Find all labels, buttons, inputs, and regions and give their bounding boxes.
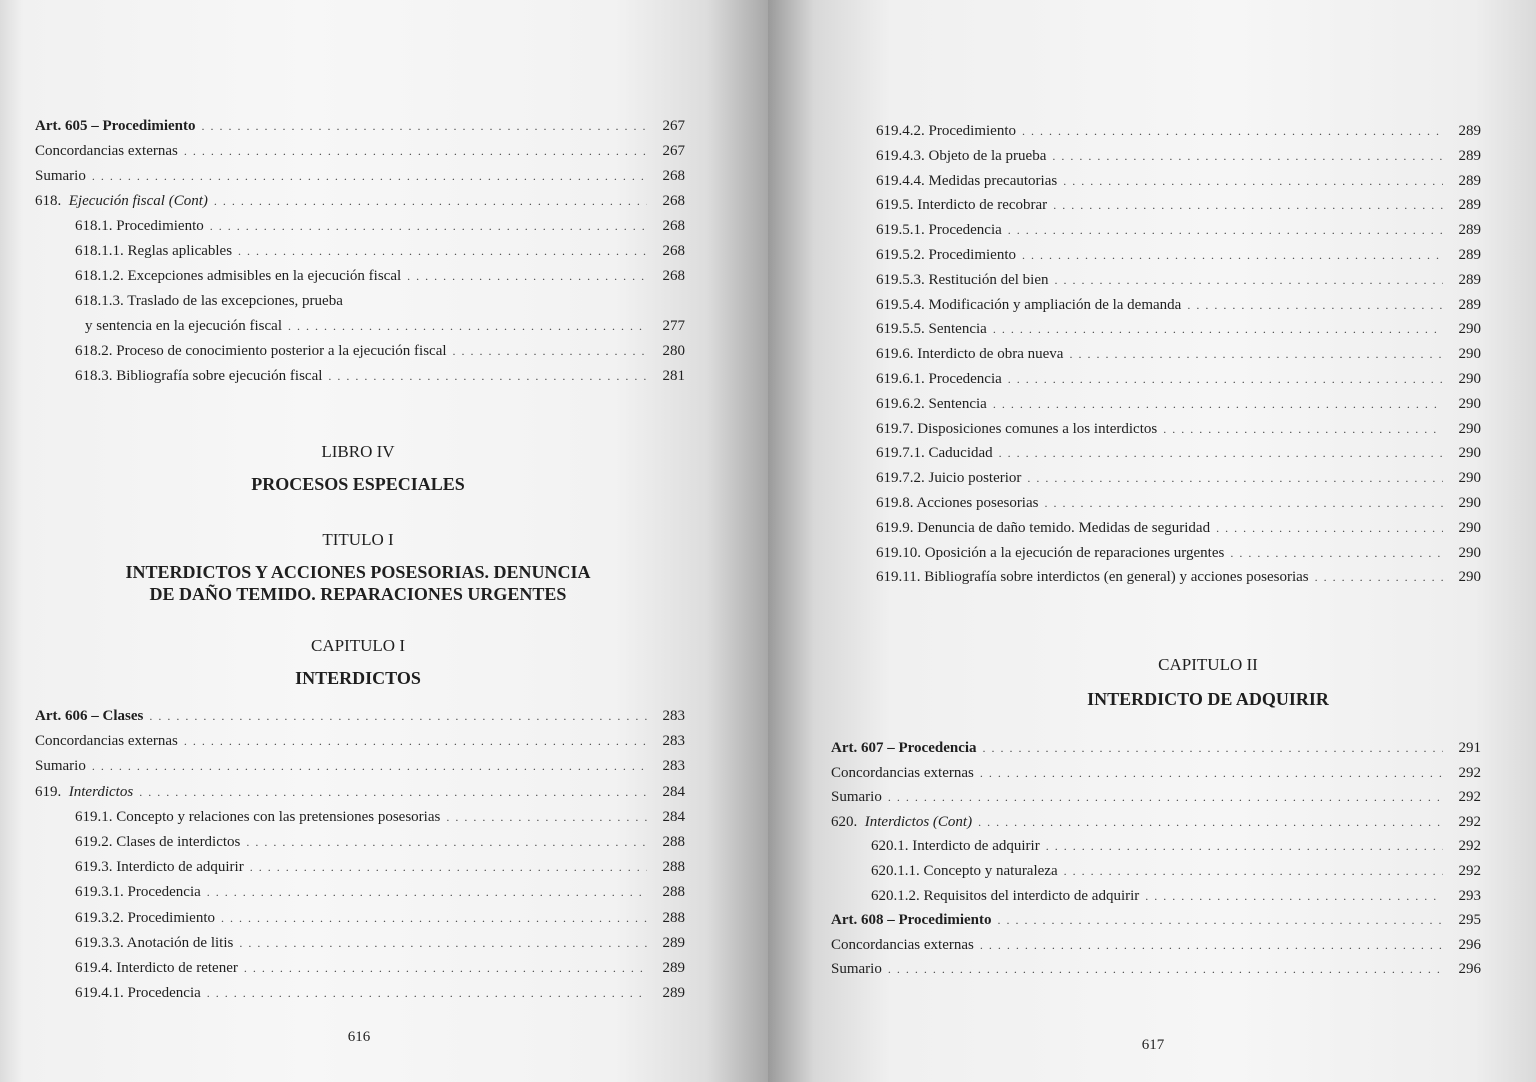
dot-leader <box>239 931 647 955</box>
toc-entry-page: 288 <box>662 859 685 876</box>
toc-entry-page: 289 <box>1458 197 1481 214</box>
dot-leader <box>246 830 647 854</box>
dot-leader <box>993 392 1443 416</box>
toc-entry <box>75 239 685 263</box>
toc-entry-page: 289 <box>662 985 685 1002</box>
toc-entry-label: Sumario <box>35 168 86 184</box>
toc-entry-number: 620. <box>831 813 865 830</box>
dot-leader <box>1063 169 1443 193</box>
dot-leader <box>888 785 1443 809</box>
toc-entry-title: Interdictos (Cont) <box>864 813 973 830</box>
toc-entry-label: 619.3.1. Procedencia <box>75 884 201 901</box>
toc-entry-label: 619.4.3. Objeto de la prueba <box>876 147 1047 164</box>
dot-leader <box>207 880 647 904</box>
dot-leader <box>1230 541 1443 565</box>
toc-entry-page: 283 <box>662 733 685 750</box>
toc-entry <box>35 164 685 188</box>
toc-entry-label: 618.1.2. Excepciones admisibles en la ejecución fiscal <box>75 268 402 284</box>
toc-entry <box>876 293 1481 317</box>
toc-entry <box>876 268 1481 292</box>
toc-entry <box>876 193 1481 217</box>
toc-entry <box>831 736 1481 760</box>
toc-entry-label: 619.4.2. Procedimiento <box>876 123 1016 139</box>
toc-entry-page: 284 <box>662 808 685 825</box>
toc-entry <box>831 908 1481 932</box>
toc-entry <box>876 342 1481 366</box>
toc-entry-page: 289 <box>1458 271 1481 288</box>
toc-entry <box>876 491 1481 515</box>
toc-entry <box>876 144 1481 168</box>
dot-leader <box>1044 491 1443 515</box>
toc-entry-label: 618.1. Procedimiento <box>75 218 204 234</box>
toc-entry <box>75 855 685 879</box>
toc-entry-page: 296 <box>1458 936 1481 953</box>
toc-entry <box>871 859 1481 883</box>
capitulo-title: INTERDICTOS <box>295 668 421 688</box>
toc-entry <box>75 956 685 980</box>
dot-leader <box>92 754 647 778</box>
libro-title: PROCESOS ESPECIALES <box>251 474 465 494</box>
toc-entry-page: 268 <box>662 243 685 259</box>
dot-leader <box>888 957 1443 981</box>
dot-leader <box>1046 834 1443 858</box>
toc-entry-page: 267 <box>662 118 685 134</box>
toc-entry <box>75 830 685 854</box>
dot-leader <box>993 317 1443 341</box>
toc-entry-page: 268 <box>662 193 685 209</box>
toc-entry-label: 619.5.2. Procedimiento <box>876 247 1016 263</box>
capitulo-heading: CAPITULO II <box>1158 655 1258 674</box>
toc-entry-label: Concordancias externas <box>35 143 178 159</box>
dot-leader <box>202 114 647 138</box>
dot-leader <box>214 189 647 213</box>
toc-entry-label <box>35 780 133 804</box>
dot-leader <box>998 908 1443 932</box>
toc-entry <box>876 367 1481 391</box>
toc-entry-label: 619.7.1. Caducidad <box>876 445 993 462</box>
toc-entry-label: 619.5.3. Restitución del bien <box>876 271 1049 288</box>
toc-entry <box>35 704 685 728</box>
toc-entry-page: 290 <box>1458 569 1481 586</box>
toc-entry-page: 289 <box>1458 296 1481 313</box>
toc-entry <box>35 114 685 138</box>
toc-entry-label: 619.4.4. Medidas precautorias <box>876 172 1058 189</box>
toc-entry-page: 289 <box>1458 147 1481 164</box>
dot-leader <box>210 214 647 238</box>
toc-entry-page: 289 <box>662 960 685 976</box>
toc-entry-label: 619.3. Interdicto de adquirir <box>75 859 244 876</box>
toc-entry <box>75 264 685 288</box>
toc-entry-page: 292 <box>1458 863 1481 879</box>
dot-leader <box>328 364 647 388</box>
toc-entry-label: Art. 605 – Procedimiento <box>35 118 196 134</box>
toc-entry-label: 618.1.3. Traslado de las excepciones, prueba <box>75 293 343 309</box>
toc-entry-page: 292 <box>1458 764 1481 781</box>
toc-entry <box>876 392 1481 416</box>
toc-entry <box>85 314 685 338</box>
dot-leader <box>1053 193 1443 217</box>
libro-heading: LIBRO IV <box>321 442 395 461</box>
toc-entry-page: 277 <box>662 318 685 334</box>
toc-entry-label: 619.5.1. Procedencia <box>876 222 1002 239</box>
toc-entry-number: 618. <box>35 193 69 209</box>
dot-leader <box>149 704 647 728</box>
toc-entry-label: Art. 608 – Procedimiento <box>831 912 992 929</box>
dot-leader <box>1054 268 1443 292</box>
toc-entry <box>75 364 685 388</box>
toc-entry-page: 291 <box>1458 740 1481 756</box>
dot-leader <box>244 956 647 980</box>
toc-entry-label: 619.2. Clases de interdictos <box>75 834 241 850</box>
toc-entry-label: 619.4. Interdicto de retener <box>75 960 238 976</box>
toc-entry <box>831 957 1481 981</box>
dot-leader <box>980 761 1443 785</box>
toc-entry-page: 288 <box>662 834 685 850</box>
toc-entry-label: 619.5.5. Sentencia <box>876 321 987 338</box>
toc-entry <box>831 761 1481 785</box>
toc-entry-label: 619.7. Disposiciones comunes a los interdictos <box>876 420 1158 437</box>
dot-leader <box>1069 342 1443 366</box>
dot-leader <box>221 906 647 930</box>
toc-entry-label: 619.1. Concepto y relaciones con las pretensiones posesorias <box>75 808 441 825</box>
toc-entry-page: 292 <box>1458 838 1481 855</box>
toc-entry <box>876 119 1481 143</box>
toc-entry-label: Art. 607 – Procedencia <box>831 740 977 756</box>
toc-entry <box>876 169 1481 193</box>
dot-leader <box>250 855 647 879</box>
toc-entry-page: 280 <box>662 343 685 359</box>
toc-entry-label: 620.1. Interdicto de adquirir <box>871 838 1040 855</box>
toc-entry-page: 290 <box>1458 321 1481 338</box>
dot-leader <box>288 314 647 338</box>
toc-entry <box>75 805 685 829</box>
dot-leader <box>1022 243 1443 267</box>
dot-leader <box>1145 884 1443 908</box>
toc-entry <box>75 214 685 238</box>
dot-leader <box>980 933 1443 957</box>
toc-entry <box>75 880 685 904</box>
dot-leader <box>238 239 647 263</box>
toc-entry-page: 296 <box>1458 961 1481 978</box>
toc-entry-page: 289 <box>1458 247 1481 263</box>
toc-entry-label: Sumario <box>35 758 86 775</box>
toc-entry <box>75 906 685 930</box>
dot-leader <box>1008 367 1443 391</box>
toc-entry <box>876 243 1481 267</box>
toc-entry-page: 284 <box>662 783 685 800</box>
toc-entry-label: 618.1.1. Reglas aplicables <box>75 243 233 259</box>
dot-leader <box>1216 516 1443 540</box>
toc-entry <box>35 780 685 804</box>
toc-entry <box>35 729 685 753</box>
dot-leader <box>184 729 647 753</box>
toc-entry-label: 619.9. Denuncia de daño temido. Medidas de seguridad <box>876 519 1211 536</box>
toc-entry-page: 289 <box>1458 123 1481 139</box>
dot-leader <box>92 164 647 188</box>
toc-entry-page: 288 <box>662 884 685 901</box>
titulo-title-line2: DE DAÑO TEMIDO. REPARACIONES URGENTES <box>149 584 567 604</box>
toc-entry <box>831 933 1481 957</box>
toc-entry <box>876 417 1481 441</box>
toc-entry-title: Ejecución fiscal (Cont) <box>68 193 208 209</box>
dot-leader <box>1163 417 1443 441</box>
titulo-title-line1: INTERDICTOS Y ACCIONES POSESORIAS. DENUNCIA <box>125 562 591 582</box>
dot-leader <box>1027 466 1443 490</box>
toc-entry <box>871 884 1481 908</box>
toc-entry <box>876 565 1481 589</box>
toc-entry-page: 283 <box>662 708 685 724</box>
toc-entry-page: 290 <box>1458 519 1481 536</box>
toc-entry-title: Interdictos <box>68 783 134 800</box>
dot-leader <box>1315 565 1443 589</box>
dot-leader <box>139 780 647 804</box>
toc-entry-label: 619.6.2. Sentencia <box>876 395 987 412</box>
dot-leader <box>1064 859 1443 883</box>
capitulo-heading: CAPITULO I <box>311 636 405 655</box>
toc-entry-label: 619.10. Oposición a la ejecución de reparaciones urgentes <box>876 544 1225 561</box>
toc-entry <box>35 189 685 213</box>
toc-entry <box>871 834 1481 858</box>
toc-entry-page: 293 <box>1458 887 1481 904</box>
toc-entry-page: 289 <box>1458 172 1481 189</box>
dot-leader <box>999 441 1443 465</box>
toc-entry <box>35 139 685 163</box>
toc-entry-page: 289 <box>662 934 685 951</box>
dot-leader <box>978 810 1443 834</box>
toc-entry-page: 290 <box>1458 470 1481 487</box>
page-number: 617 <box>1141 1037 1165 1053</box>
toc-entry-page: 290 <box>1458 371 1481 387</box>
toc-entry <box>831 810 1481 834</box>
toc-entry-page: 267 <box>662 143 685 159</box>
toc-entry <box>831 785 1481 809</box>
toc-entry-page: 268 <box>662 218 685 234</box>
dot-leader <box>1187 293 1443 317</box>
toc-entry-page: 290 <box>1458 495 1481 511</box>
toc-entry-page: 290 <box>1458 445 1481 462</box>
toc-entry <box>75 981 685 1005</box>
toc-entry-page: 292 <box>1458 789 1481 806</box>
titulo-heading: TITULO I <box>322 530 394 549</box>
toc-entry-label: y sentencia en la ejecución fiscal <box>85 318 282 334</box>
toc-entry-label: 619.5. Interdicto de recobrar <box>876 197 1048 214</box>
toc-entry-page: 292 <box>1458 813 1481 830</box>
toc-entry-label: Concordancias externas <box>35 733 178 750</box>
dot-leader <box>446 805 647 829</box>
page-number: 616 <box>347 1029 371 1045</box>
toc-entry-label: 619.8. Acciones posesorias <box>876 495 1039 511</box>
toc-entry <box>876 466 1481 490</box>
toc-entry <box>876 218 1481 242</box>
toc-entry-label: 620.1.2. Requisitos del interdicto de adquirir <box>871 887 1140 904</box>
toc-entry-page: 281 <box>662 368 685 384</box>
toc-entry-page: 290 <box>1458 420 1481 437</box>
toc-entry-label: 619.7.2. Juicio posterior <box>876 470 1022 487</box>
toc-entry <box>35 754 685 778</box>
toc-entry-label: 619.6.1. Procedencia <box>876 371 1002 387</box>
toc-entry-label: Sumario <box>831 789 882 806</box>
toc-entry <box>876 541 1481 565</box>
toc-entry-page: 268 <box>662 168 685 184</box>
toc-entry-label: 619.11. Bibliografía sobre interdictos (en general) y acciones posesorias <box>876 569 1309 586</box>
toc-entry <box>75 931 685 955</box>
toc-entry-number: 619. <box>35 783 69 800</box>
toc-entry-page: 268 <box>662 268 685 284</box>
toc-entry-label: 619.5.4. Modificación y ampliación de la demanda <box>876 296 1182 313</box>
dot-leader <box>207 981 647 1005</box>
toc-entry-label: 618.2. Proceso de conocimiento posterior a la ejecución fiscal <box>75 343 447 359</box>
toc-entry <box>75 339 685 363</box>
toc-entry-label: 619.6. Interdicto de obra nueva <box>876 346 1064 363</box>
toc-entry <box>876 317 1481 341</box>
toc-entry-page: 288 <box>662 909 685 926</box>
toc-entry-page: 283 <box>662 758 685 775</box>
toc-entry <box>876 441 1481 465</box>
dot-leader <box>983 736 1443 760</box>
toc-entry-page: 290 <box>1458 544 1481 561</box>
toc-entry-label <box>35 189 208 213</box>
toc-entry-page: 295 <box>1458 912 1481 929</box>
toc-entry-label: 620.1.1. Concepto y naturaleza <box>871 863 1058 879</box>
dot-leader <box>453 339 647 363</box>
capitulo-title: INTERDICTO DE ADQUIRIR <box>1087 689 1329 709</box>
toc-entry-label: Concordancias externas <box>831 936 974 953</box>
toc-entry-page: 289 <box>1458 222 1481 239</box>
toc-entry-page: 290 <box>1458 395 1481 412</box>
toc-entry-label <box>831 810 972 834</box>
right-page <box>768 0 1536 1082</box>
toc-entry-label: 619.3.2. Procedimiento <box>75 909 215 926</box>
toc-entry <box>876 516 1481 540</box>
dot-leader <box>1022 119 1443 143</box>
dot-leader <box>407 264 647 288</box>
toc-entry-label: Art. 606 – Clases <box>35 708 144 724</box>
dot-leader <box>1052 144 1443 168</box>
toc-entry-label: 619.4.1. Procedencia <box>75 985 201 1002</box>
toc-entry-label: 618.3. Bibliografía sobre ejecución fiscal <box>75 368 323 384</box>
toc-entry-label: 619.3.3. Anotación de litis <box>75 934 234 951</box>
toc-entry-label: Sumario <box>831 961 882 978</box>
toc-entry-label: Concordancias externas <box>831 764 974 781</box>
toc-entry-page: 290 <box>1458 346 1481 363</box>
dot-leader <box>184 139 647 163</box>
dot-leader <box>1008 218 1443 242</box>
